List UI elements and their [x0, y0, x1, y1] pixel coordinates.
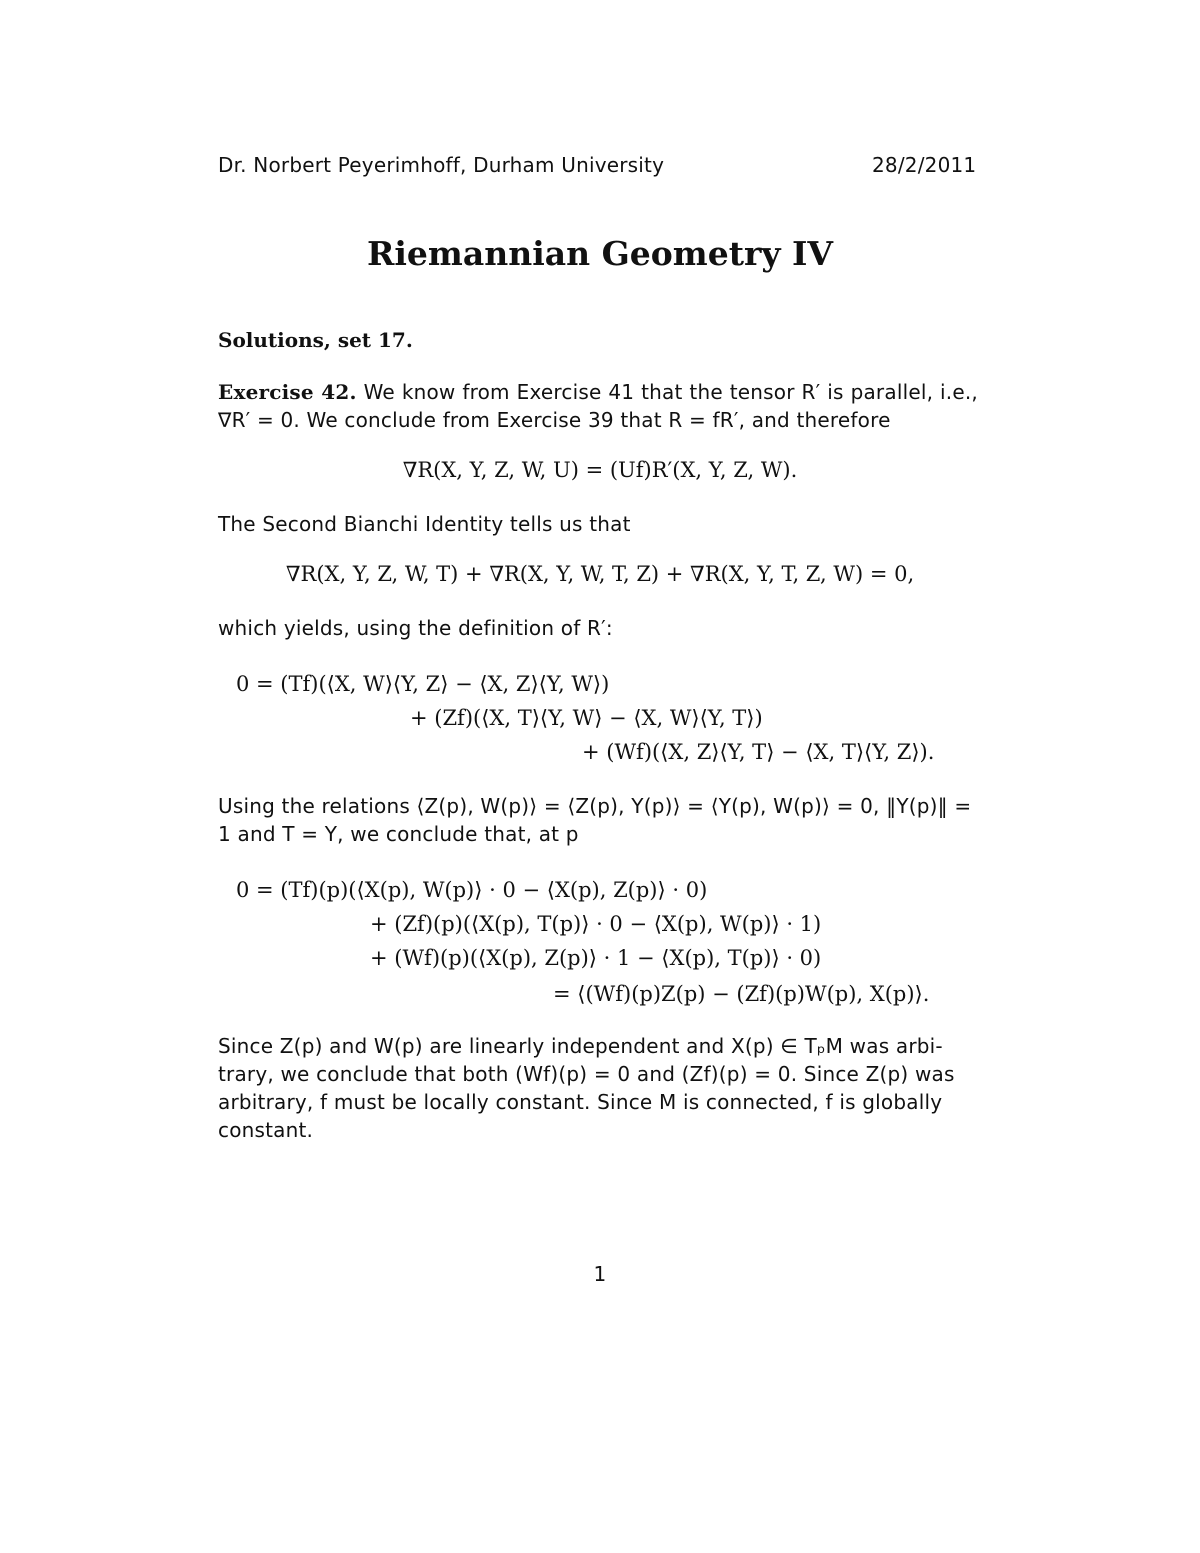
- page-number: 1: [593, 1262, 607, 1286]
- relations-line1: Using the relations ⟨Z(p), W(p)⟩ = ⟨Z(p), Y(p)⟩ = ⟨Y(p), W(p)⟩ = 0, ‖Y(p)‖ =: [218, 794, 972, 818]
- equation-3-line2: + (Zf)(⟨X, T⟩⟨Y, W⟩ − ⟨X, W⟩⟨Y, T⟩): [410, 706, 763, 730]
- conclusion-line4: constant.: [218, 1118, 314, 1142]
- equation-2: ∇R(X, Y, Z, W, T) + ∇R(X, Y, W, T, Z) + ∇R(X, Y, T, Z, W) = 0,: [285, 562, 915, 586]
- equation-4-line4: = ⟨(Wf)(p)Z(p) − (Zf)(p)W(p), X(p)⟩.: [553, 982, 930, 1006]
- date: 28/2/2011: [872, 153, 977, 177]
- equation-4-line2: + (Zf)(p)(⟨X(p), T(p)⟩ · 0 − ⟨X(p), W(p)⟩ · 1): [370, 912, 822, 936]
- bianchi-text: The Second Bianchi Identity tells us that: [218, 512, 631, 536]
- conclusion-line1: Since Z(p) and W(p) are linearly independent and X(p) ∈ TₚM was arbi-: [218, 1034, 943, 1058]
- page-title: Riemannian Geometry IV: [366, 234, 834, 273]
- exercise-intro-line1: [218, 380, 978, 404]
- equation-4-line1: 0 = (Tf)(p)(⟨X(p), W(p)⟩ · 0 − ⟨X(p), Z(p)⟩ · 0): [236, 878, 708, 902]
- equation-1: ∇R(X, Y, Z, W, U) = (Uf)R′(X, Y, Z, W).: [402, 458, 798, 482]
- exercise-label: Exercise 42.: [218, 380, 357, 404]
- exercise-intro-line2: ∇R′ = 0. We conclude from Exercise 39 that R = fR′, and therefore: [218, 408, 891, 432]
- equation-3-line3: + (Wf)(⟨X, Z⟩⟨Y, T⟩ − ⟨X, T⟩⟨Y, Z⟩).: [582, 740, 935, 764]
- conclusion-line2: trary, we conclude that both (Wf)(p) = 0 and (Zf)(p) = 0. Since Z(p) was: [218, 1062, 955, 1086]
- relations-line2: 1 and T = Y, we conclude that, at p: [218, 822, 579, 846]
- yields-text: which yields, using the definition of R′:: [218, 616, 613, 640]
- conclusion-line3: arbitrary, f must be locally constant. Since M is connected, f is globally: [218, 1090, 943, 1114]
- equation-4-line3: + (Wf)(p)(⟨X(p), Z(p)⟩ · 1 − ⟨X(p), T(p)⟩ · 0): [370, 946, 822, 970]
- solutions-heading: Solutions, set 17.: [218, 328, 413, 352]
- author-line: Dr. Norbert Peyerimhoff, Durham University: [218, 153, 665, 177]
- exercise-intro-text: We know from Exercise 41 that the tensor R′ is parallel, i.e.,: [363, 380, 978, 404]
- equation-3-line1: 0 = (Tf)(⟨X, W⟩⟨Y, Z⟩ − ⟨X, Z⟩⟨Y, W⟩): [236, 672, 610, 696]
